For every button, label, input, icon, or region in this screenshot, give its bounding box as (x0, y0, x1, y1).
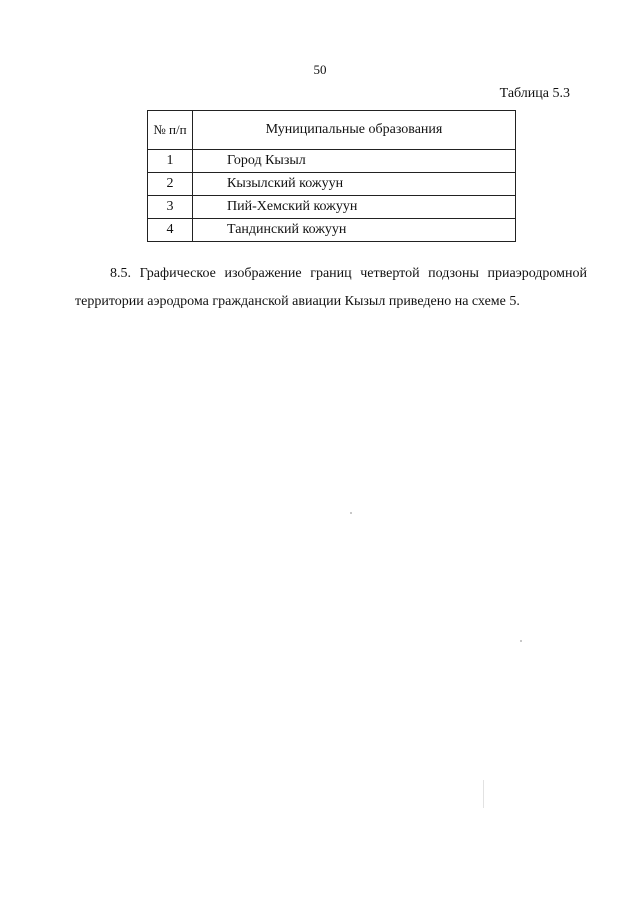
table-caption: Таблица 5.3 (499, 86, 570, 101)
row-number: 4 (148, 219, 193, 242)
row-name: Кызылский кожуун (193, 173, 516, 196)
scan-line (483, 780, 484, 808)
scan-speck (350, 512, 352, 514)
row-number: 1 (148, 150, 193, 173)
page-number: 50 (313, 62, 327, 77)
row-number: 2 (148, 173, 193, 196)
body-paragraph: 8.5. Графическое изображение границ четвертой подзоны приаэродромной территории аэродрома гражданской авиации Кызыл приведено на схеме 5. (75, 266, 587, 309)
row-name: Город Кызыл (193, 150, 516, 173)
table-row (148, 150, 516, 173)
municipalities-table (147, 110, 516, 242)
table-row (148, 173, 516, 196)
header-number (148, 111, 193, 150)
header-number-text: № п/п (153, 122, 187, 137)
table-header-row (148, 111, 516, 150)
row-name: Пий-Хемский кожуун (193, 196, 516, 219)
scan-speck (520, 640, 522, 642)
table-row (148, 219, 516, 242)
row-name: Тандинский кожуун (193, 219, 516, 242)
header-name: Муниципальные образования (193, 111, 516, 150)
row-number: 3 (148, 196, 193, 219)
table-row (148, 196, 516, 219)
